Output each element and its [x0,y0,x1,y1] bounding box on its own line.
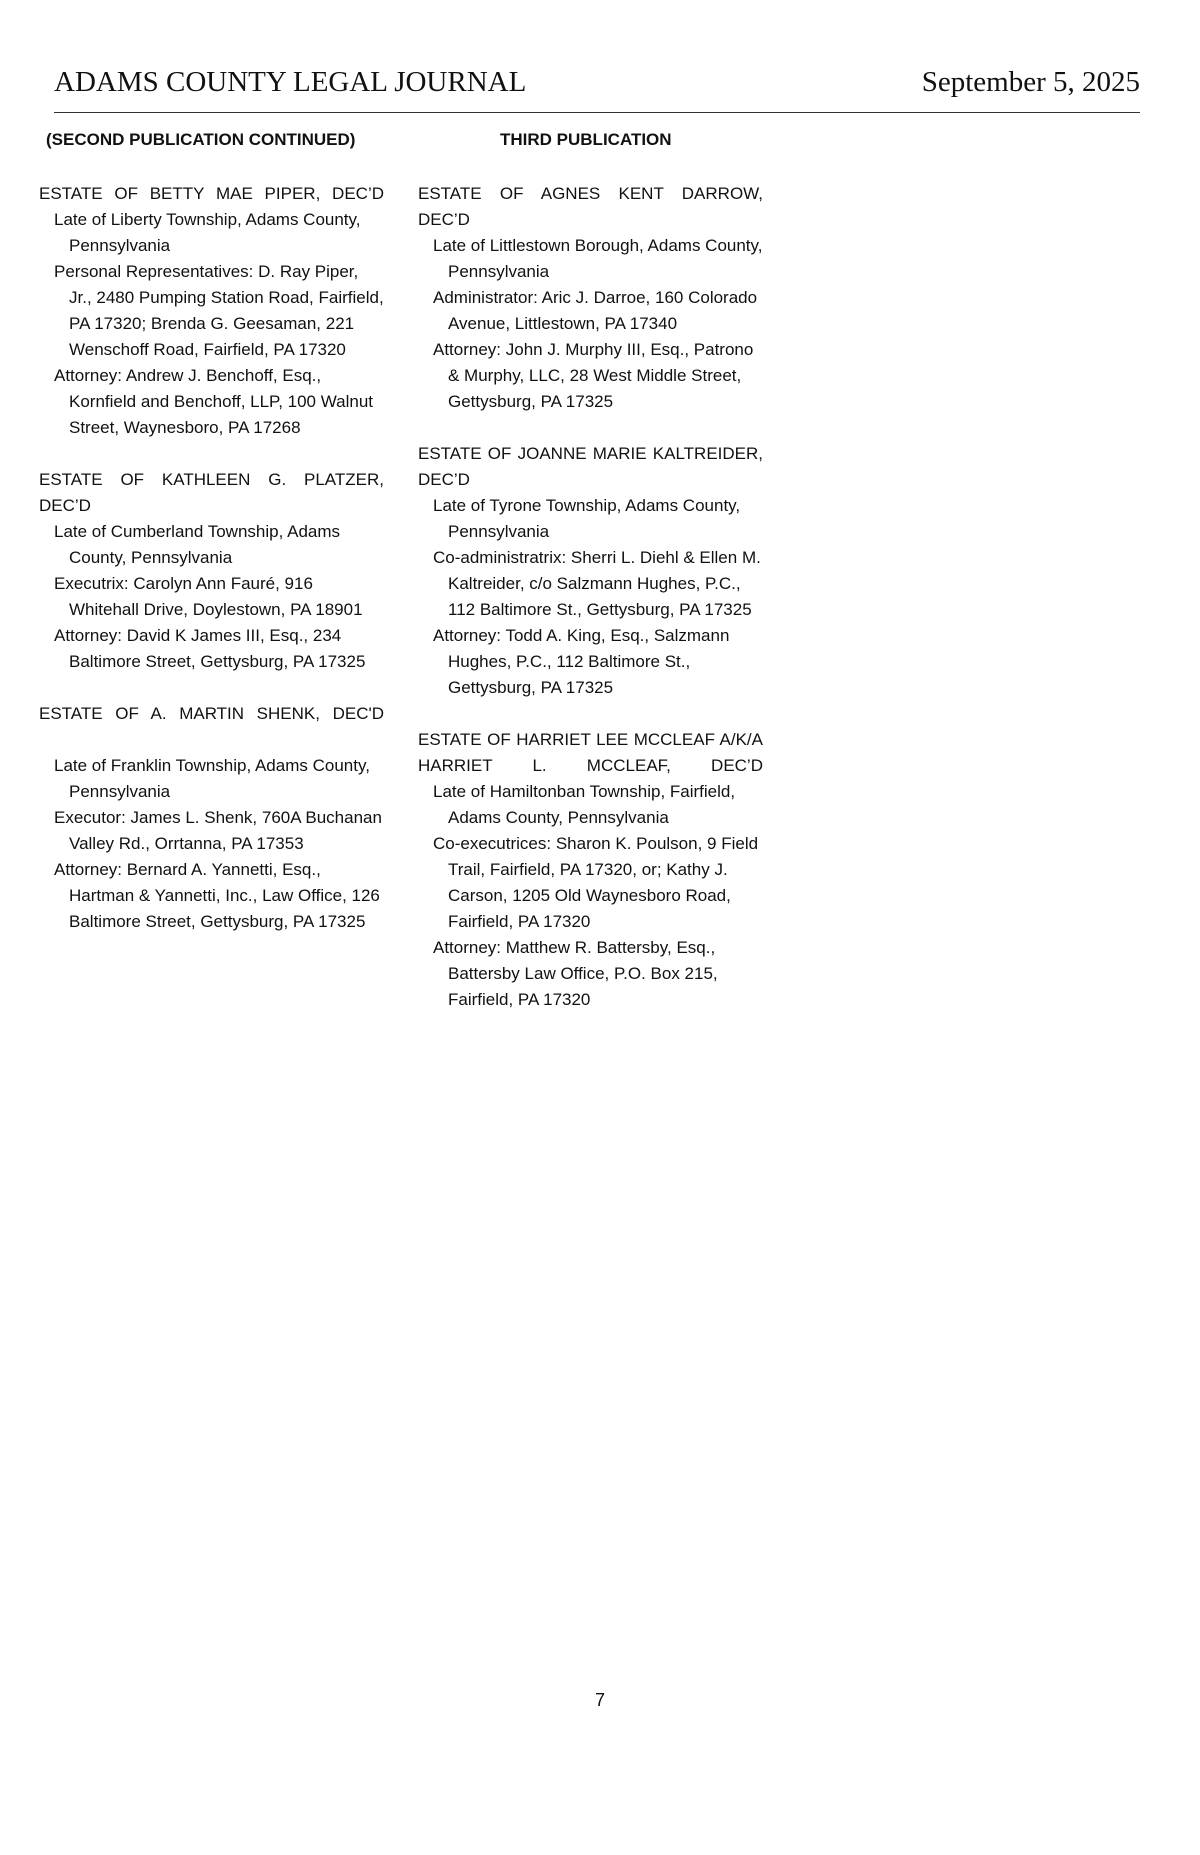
estate-representative: Co-executrices: Sharon K. Poulson, 9 Field Trail, Fairfield, PA 17320, or; Kathy J. Carson, 1205 Old Waynesboro Road, Fairfield, PA 17320 [433,834,759,931]
estate-notice [39,701,384,935]
estate-notice [418,181,763,415]
estate-attorney: Attorney: David K James III, Esq., 234 Baltimore Street, Gettysburg, PA 17325 [54,626,366,671]
estate-title: ESTATE OF JOANNE MARIE KALTREIDER, DEC’D [418,444,763,489]
estate-title: ESTATE OF AGNES KENT DARROW, DEC’D [418,184,763,229]
estate-attorney: Attorney: Matthew R. Battersby, Esq., Battersby Law Office, P.O. Box 215, Fairfield, PA 17320 [433,938,718,1009]
estate-title: ESTATE OF KATHLEEN G. PLATZER, DEC’D [39,470,384,515]
estate-representative: Co-administratrix: Sherri L. Diehl & Ellen M. Kaltreider, c/o Salzmann Hughes, P.C., 112 Baltimore St., Gettysburg, PA 17325 [433,548,761,619]
estate-attorney: Attorney: Bernard A. Yannetti, Esq., Hartman & Yannetti, Inc., Law Office, 126 Baltimore Street, Gettysburg, PA 17325 [54,860,380,931]
left-column-heading: (SECOND PUBLICATION CONTINUED) [46,130,356,149]
estate-residence: Late of Cumberland Township, Adams County, Pennsylvania [54,522,341,567]
estate-notice [418,441,763,701]
estate-residence: Late of Tyrone Township, Adams County, Pennsylvania [433,496,741,541]
estate-title: ESTATE OF HARRIET LEE MCCLEAF A/K/A HARRIET L. MCCLEAF, DEC’D [418,730,763,775]
issue-date: September 5, 2025 [921,66,1140,98]
right-column-heading: THIRD PUBLICATION [500,130,672,149]
estate-title: ESTATE OF BETTY MAE PIPER, DEC’D [39,184,384,203]
estate-notice [39,467,384,675]
estate-title: ESTATE OF A. MARTIN SHENK, DEC'D [39,704,384,723]
estate-residence: Late of Hamiltonban Township, Fairfield, Adams County, Pennsylvania [433,782,736,827]
estate-residence: Late of Littlestown Borough, Adams County, Pennsylvania [433,236,763,281]
estate-attorney: Attorney: John J. Murphy III, Esq., Patrono & Murphy, LLC, 28 West Middle Street, Gettysburg, PA 17325 [433,340,754,411]
estate-representative: Executrix: Carolyn Ann Fauré, 916 Whitehall Drive, Doylestown, PA 18901 [54,574,363,619]
estate-attorney: Attorney: Todd A. King, Esq., Salzmann Hughes, P.C., 112 Baltimore St., Gettysburg, PA 17325 [433,626,730,697]
estate-notice [418,727,763,1013]
estate-representative: Administrator: Aric J. Darroe, 160 Colorado Avenue, Littlestown, PA 17340 [433,288,758,333]
estate-attorney: Attorney: Andrew J. Benchoff, Esq., Kornfield and Benchoff, LLP, 100 Walnut Street, Waynesboro, PA 17268 [54,366,374,437]
journal-title: ADAMS COUNTY LEGAL JOURNAL [54,66,527,98]
estate-representative: Personal Representatives: D. Ray Piper, Jr., 2480 Pumping Station Road, Fairfield, PA 17320; Brenda G. Geesaman, 221 Wenschoff Road, Fairfield, PA 17320 [54,262,384,359]
estate-notice [39,181,384,441]
page-number: 7 [594,1690,605,1710]
page-header [54,62,1140,113]
estate-residence: Late of Liberty Township, Adams County, Pennsylvania [54,210,361,255]
left-column [39,181,384,961]
estate-residence: Late of Franklin Township, Adams County, Pennsylvania [54,756,370,801]
estate-representative: Executor: James L. Shenk, 760A Buchanan Valley Rd., Orrtanna, PA 17353 [54,808,382,853]
right-column [418,181,763,1039]
